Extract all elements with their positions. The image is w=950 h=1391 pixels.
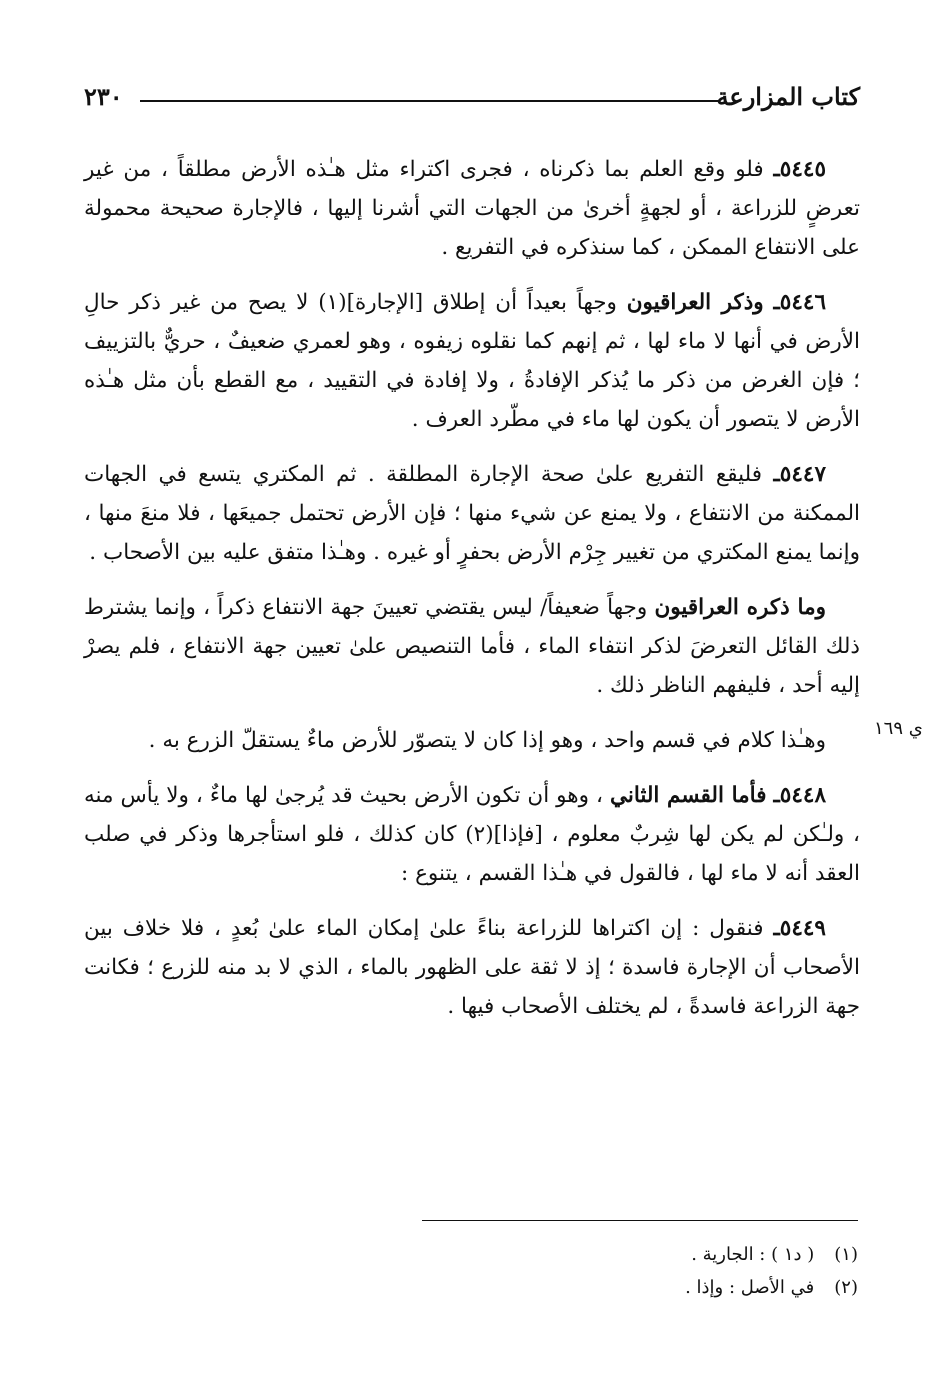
paragraph-lead: فأما القسم الثاني [609, 783, 767, 808]
paragraph-lead: وما ذكره العراقيون [654, 595, 826, 620]
paragraph-number: ٥٤٤٨ـ [773, 783, 826, 808]
paragraph [84, 283, 860, 439]
main-text [84, 150, 860, 1026]
paragraph-text: فليقع التفريع علىٰ صحة الإجارة المطلقة . ثم المكتري يتسع في الجهات الممكنة من الانتفاع ، ولا يمنع عن شيء منها ؛ فإن الأرض تحتمل جميعَها ، فلا منعَ منها ، وإنما يمنع المكتري من تغيير جِرْم الأرض بحفرٍ أو غيره . وهـٰذا متفق عليه بين الأصحاب . [84, 462, 860, 565]
document-page [84, 68, 860, 1368]
paragraph [84, 588, 860, 705]
paragraph-text: وجهاً ضعيفاً/ ليس يقتضي تعيينَ جهة الانتفاع ذكراً ، وإنما يشترط ذلك القائل التعرضَ لذكر انتفاء الماء ، فأما التنصيص علىٰ تعيين جهة الانتفاع ، فلم يصرْ إليه أحد ، فليفهم الناظر ذلك . [84, 595, 860, 698]
page-header [84, 68, 860, 111]
paragraph [84, 150, 860, 267]
paragraph-lead: وذكر العراقيون [626, 290, 764, 315]
paragraph [84, 455, 860, 572]
footnote-mark: (١) [834, 1244, 858, 1265]
paragraph [84, 721, 860, 760]
paragraph-number: ٥٤٤٦ـ [773, 290, 826, 315]
paragraph-text: فلو وقع العلم بما ذكرناه ، فجرى اكتراء مثل هـٰذه الأرض مطلقاً ، من غير تعرضٍ للزراعة ، أو لجهةٍ أخرىٰ من الجهات التي أشرنا إليها ، فالإجارة صحيحة محمولة على الانتفاع الممكن ، كما سنذكره في التفريع . [84, 157, 860, 260]
footnote-rule [422, 1220, 858, 1221]
paragraph-number: ٥٤٤٧ـ [773, 462, 826, 487]
paragraph-text: وجهاً بعيداً أن إطلاق [الإجارة](١) لا يصح من غير ذكر حالِ الأرض في أنها لا ماء لها ، ثم إنهم كما نقلوه زيفوه ، وهو لعمري ضعيفٌ ، حريٌّ بالتزييف ؛ فإن الغرض من ذكر ما يُذكر الإفادةُ ، ولا إفادة في التقييد ، مع القطع بأن مثل هـٰذه الأرض لا يتصور أن يكون لها ماء في مطّرد العرف . [84, 290, 860, 432]
footnote [338, 1238, 858, 1271]
footnotes [338, 1238, 858, 1304]
paragraph-number: ٥٤٤٥ـ [773, 157, 826, 182]
footnote-text: في الأصل : وإذا . [685, 1277, 815, 1298]
footnote-mark: (٢) [834, 1277, 858, 1298]
paragraph [84, 909, 860, 1026]
paragraph-number: ٥٤٤٩ـ [773, 916, 826, 941]
header-rule [140, 100, 720, 102]
book-title: كتاب المزارعة [716, 82, 860, 111]
page-number: ٢٣٠ [84, 82, 123, 111]
paragraph-text: وهـٰذا كلام في قسم واحد ، وهو إذا كان لا يتصوّر للأرض ماءٌ يستقلّ الزرع به . [148, 728, 826, 753]
margin-reference: ي ١٦٩ [874, 718, 923, 739]
paragraph-text: فنقول : إن اكتراها للزراعة بناءً علىٰ إمكان الماء علىٰ بُعدٍ ، فلا خلاف بين الأصحاب أن الإجارة فاسدة ؛ إذ لا ثقة على الظهور بالماء ، الذي لا بد منه للزرع ؛ فكانت جهة الزراعة فاسدةً ، لم يختلف الأصحاب فيها . [84, 916, 860, 1019]
paragraph [84, 776, 860, 893]
paragraph-text: ، وهو أن تكون الأرض بحيث قد يُرجىٰ لها ماءٌ ، ولا يأس منه ، ولـٰكن لم يكن لها شِربٌ معلوم ، [فإذا](٢) كان كذلك ، فلو استأجرها وذكر في صلب العقد أنه لا ماء لها ، فالقول في هـٰذا القسم ، يتنوع : [84, 783, 860, 886]
footnote [338, 1271, 858, 1304]
footnote-text: ( د١ ) : الجارية . [691, 1244, 815, 1265]
